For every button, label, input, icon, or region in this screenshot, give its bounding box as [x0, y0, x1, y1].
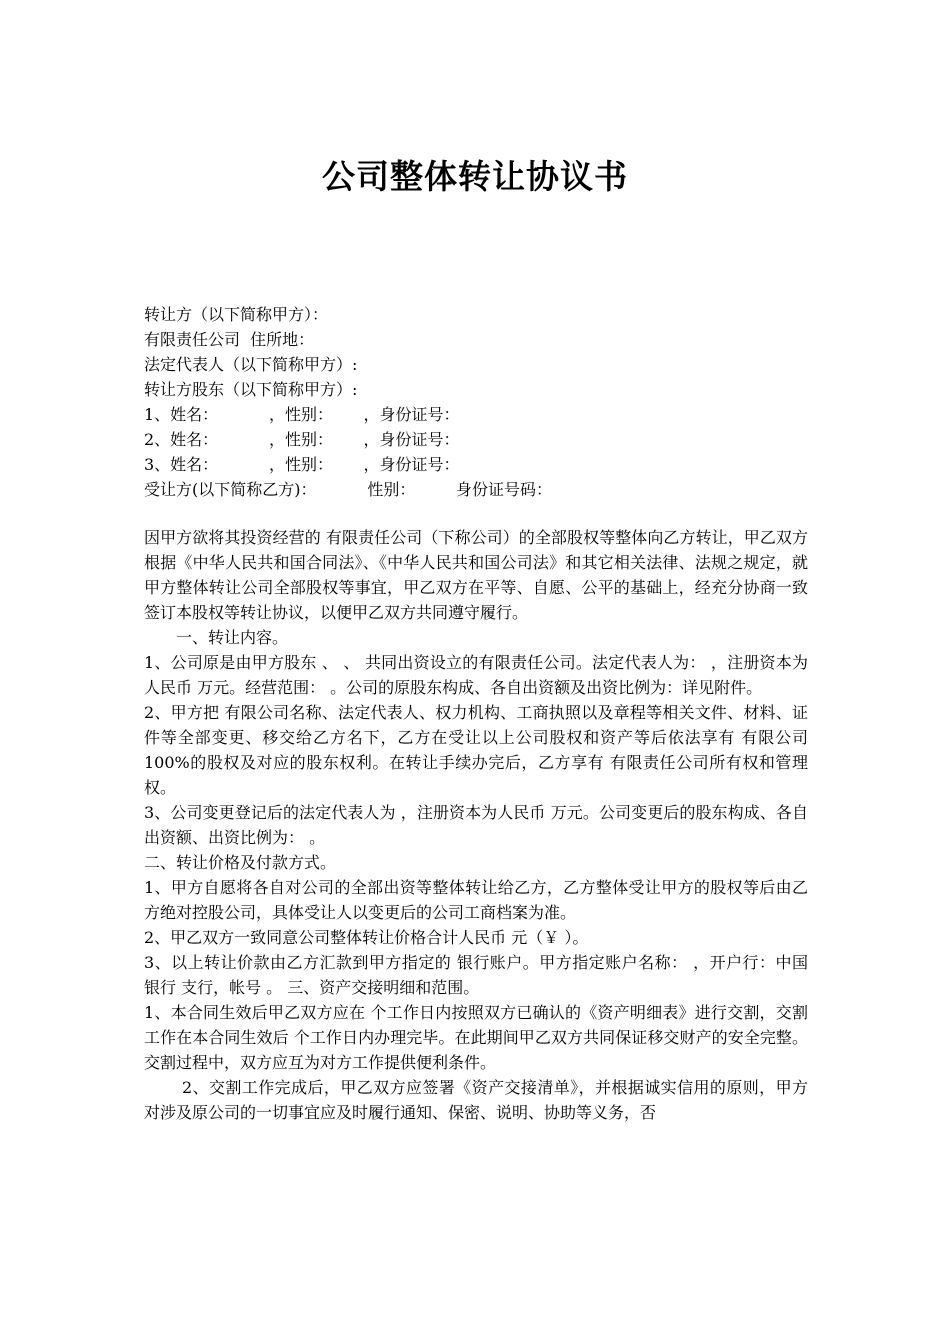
clause-3-1: 1、本合同生效后甲乙双方应在 个工作日内按照双方已确认的《资产明细表》进行交割，交割工作在本合同生效后 个工作日内办理完毕。在此期间甲乙双方共同保证移交财产的安全完整。交割过程中，双方应互为对方工作提供便利条件。 [144, 1003, 808, 1072]
clause-1-2: 2、甲方把 有限公司名称、法定代表人、权力机构、工商执照以及章程等相关文件、材料、证件等全部变更、移交给乙方名下，乙方在受让以上公司股权和资产等后依法享有 有限公司100%的股权及对应的股东权利。在转让手续办完后，乙方享有 有限责任公司所有权和管理权。 [144, 703, 808, 797]
section-1-heading: 一、转让内容。 [176, 628, 289, 647]
company-address-line: 有限责任公司 住所地： [144, 330, 315, 349]
party-info-block [144, 302, 808, 502]
transferor-shareholders-line: 转让方股东（以下简称甲方）: [144, 380, 358, 399]
shareholder-3-line: 3、姓名： ，性别： ，身份证号： [144, 455, 460, 474]
clause-3-2: 2、交割工作完成后，甲乙双方应签署《资产交接清单》，并根据诚实信用的原则，甲方对涉及原公司的一切事宜应及时履行通知、保密、说明、协助等义务，否 [144, 1078, 808, 1122]
clause-1-3: 3、公司变更登记后的法定代表人为 ，注册资本为人民币 万元。公司变更后的股东构成、各自出资额、出资比例为： 。 [144, 803, 808, 847]
transferee-line: 受让方(以下简称乙方)： 性别： 身份证号码： [144, 480, 553, 499]
shareholder-2-line: 2、姓名： ，性别： ，身份证号： [144, 430, 460, 449]
shareholder-1-line: 1、姓名： ，性别： ，身份证号： [144, 405, 460, 424]
clause-2-3: 3、以上转让价款由乙方汇款到甲方指定的 银行账户。甲方指定账户名称： ，开户行：中国 银行 支行，帐号 。 三、资产交接明细和范围。 [144, 953, 808, 997]
clause-2-2: 2、甲乙双方一致同意公司整体转让价格合计人民币 元（￥ ）。 [144, 928, 589, 947]
transferor-line: 转让方（以下简称甲方）： [144, 305, 329, 324]
preamble-paragraph: 因甲方欲将其投资经营的 有限责任公司（下称公司）的全部股权等整体向乙方转让，甲乙双方根据《中华人民共和国合同法》、《中华人民共和国公司法》和其它相关法律、法规之规定，就甲方整体转让公司全部股权等事宜，甲乙双方在平等、自愿、公平的基础上，经充分协商一致签订本股权等转让协议，以便甲乙双方共同遵守履行。 [144, 528, 808, 622]
clause-1-1: 1、公司原是由甲方股东 、 、 共同出资设立的有限责任公司。法定代表人为： ，注册资本为人民币 万元。经营范围： 。公司的原股东构成、各自出资额及出资比例为：详见附件。 [144, 653, 808, 697]
agreement-body [144, 525, 808, 1125]
document-title: 公司整体转让协议书 [322, 157, 628, 196]
legal-representative-line: 法定代表人（以下简称甲方）: [144, 355, 358, 374]
clause-2-1: 1、甲方自愿将各自对公司的全部出资等整体转让给乙方，乙方整体受让甲方的股权等后由乙方绝对控股公司，具体受让人以变更后的公司工商档案为准。 [144, 878, 808, 922]
section-2-heading: 二、转让价格及付款方式。 [144, 853, 337, 872]
